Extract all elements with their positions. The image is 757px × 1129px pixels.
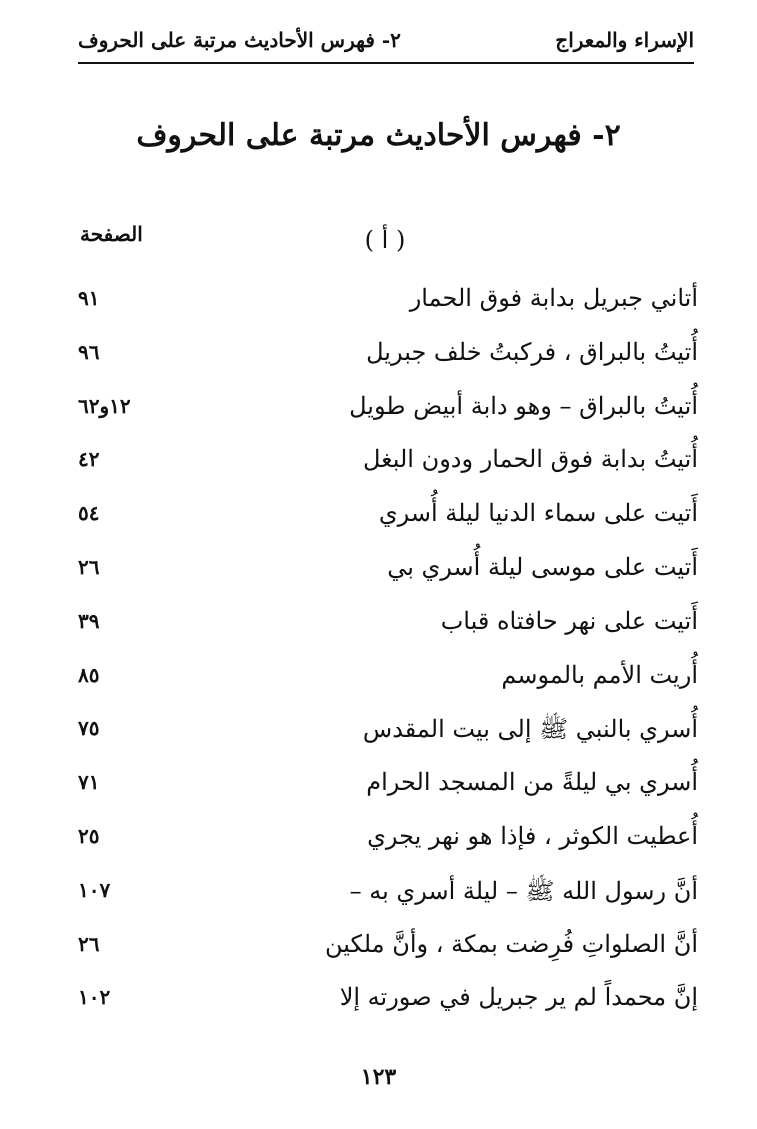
index-entry (78, 762, 698, 816)
entry-page-number: ٧١ (78, 770, 100, 795)
index-entry (78, 601, 698, 655)
entry-page-number: ٢٦ (78, 931, 100, 956)
running-head-chapter: ٢- فهرس الأحاديث مرتبة على الحروف (78, 28, 401, 52)
entry-text: أُعطيت الكوثر ، فإذا هو نهر يجري (367, 821, 698, 850)
index-entry (78, 870, 698, 924)
index-entry (78, 547, 698, 601)
entry-page-number: ٩٦ (78, 339, 100, 364)
entry-text: أُسري بي ليلةً من المسجد الحرام (366, 768, 698, 797)
entry-text: أَتيت على سماء الدنيا ليلة أُسري (378, 499, 698, 528)
entry-page-number: ١٢و٦٢ (78, 393, 131, 418)
index-entry (78, 439, 698, 493)
entry-page-number: ٥٤ (78, 501, 100, 526)
index-entry (78, 655, 698, 709)
entry-text: إنَّ محمداً لم ير جبريل في صورته إلا (339, 983, 698, 1012)
entry-page-number: ٢٦ (78, 554, 100, 579)
page-column-header: الصفحة (80, 222, 143, 246)
chapter-title: ٢- فهرس الأحاديث مرتبة على الحروف (136, 118, 621, 153)
hadith-index-list (78, 278, 698, 1031)
entry-text: أتاني جبريل بدابة فوق الحمار (409, 284, 698, 312)
index-entry (78, 708, 698, 762)
entry-text: أُتيتُ بدابة فوق الحمار ودون البغل (362, 445, 698, 474)
index-entry (78, 924, 698, 978)
entry-page-number: ١٠٢ (78, 985, 111, 1010)
entry-text: أُسري بالنبي ﷺ إلى بيت المقدس (362, 715, 698, 744)
entry-page-number: ٨٥ (78, 662, 100, 687)
index-entry (78, 977, 698, 1031)
section-letter: ( أ ) (364, 226, 406, 254)
entry-text: أُريت الأمم بالموسم (501, 660, 698, 689)
index-entry (78, 493, 698, 547)
entry-page-number: ٩١ (78, 286, 100, 310)
entry-page-number: ٢٥ (78, 823, 100, 848)
entry-text: أُتيتُ بالبراق – وهو دابة أبيض طويل (349, 391, 698, 420)
entry-text: أُتيتُ بالبراق ، فركبتُ خلف جبريل (366, 337, 698, 366)
entry-page-number: ٧٥ (78, 716, 100, 741)
entry-text: أَتيت على نهر حافتاه قباب (440, 606, 698, 635)
entry-text: أَتيت على موسى ليلة أُسري بي (387, 552, 698, 581)
running-head-book-title: الإسراء والمعراج (555, 28, 694, 52)
entry-page-number: ٣٩ (78, 608, 100, 633)
index-entry (78, 816, 698, 870)
entry-text: أنَّ رسول الله ﷺ – ليلة أسري به – (349, 876, 698, 905)
page-number: ١٢٣ (360, 1064, 397, 1090)
running-head (78, 22, 694, 64)
index-entry (78, 332, 698, 386)
index-entry (78, 386, 698, 440)
entry-page-number: ٤٢ (78, 447, 100, 472)
index-entry (78, 278, 698, 332)
entry-text: أنَّ الصلواتِ فُرِضت بمكة ، وأنَّ ملكين (325, 929, 698, 958)
entry-page-number: ١٠٧ (78, 877, 111, 902)
